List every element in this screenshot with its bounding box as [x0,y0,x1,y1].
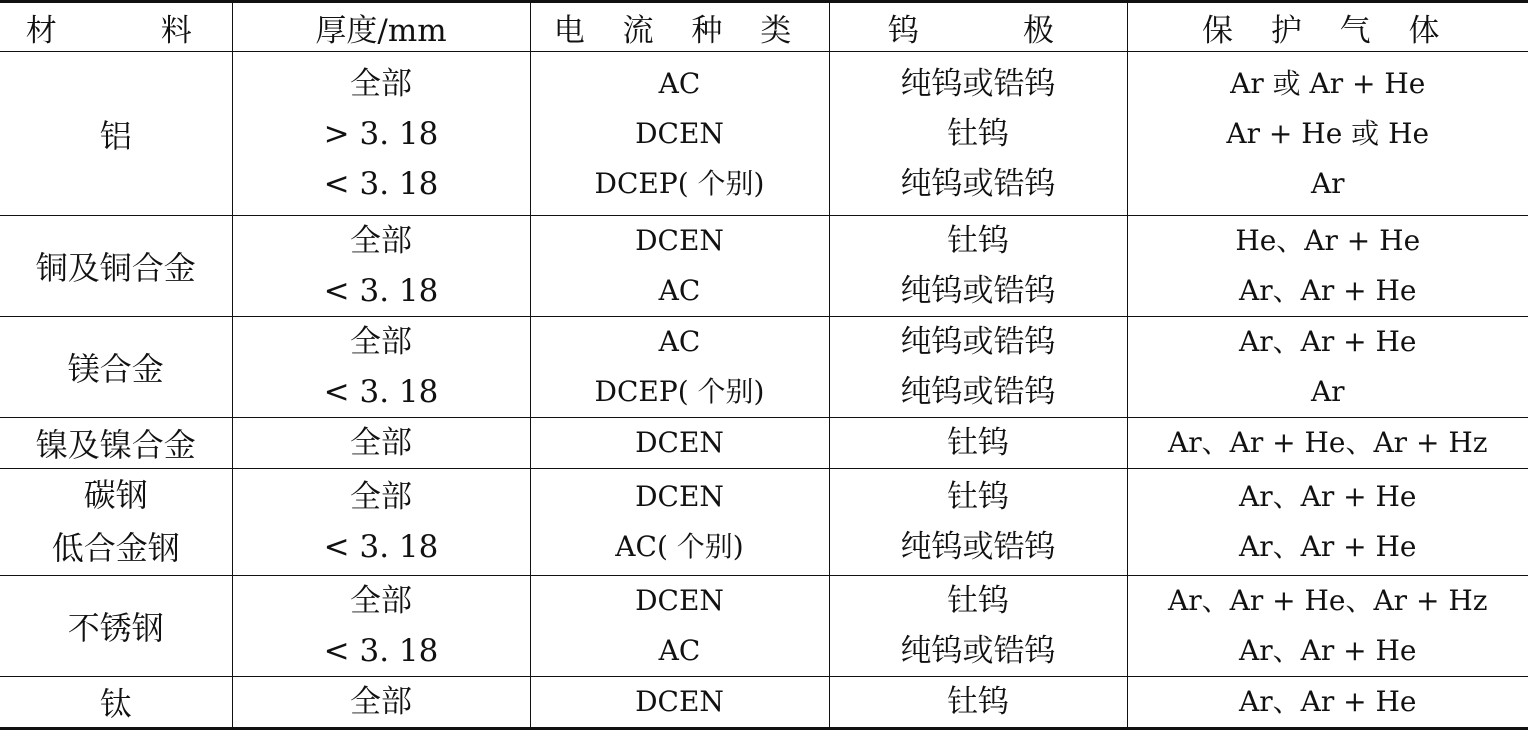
electrode-cell [829,216,1127,317]
gas-cell [1127,52,1528,216]
table-row [0,216,1528,317]
electrode-cell [829,576,1127,677]
current-cell [530,52,829,216]
current-value: DCEN [531,418,829,468]
table-row [0,677,1528,729]
electrode-cell [829,317,1127,418]
gas-value: Ar [1128,367,1528,417]
electrode-value: 钍钨 [830,418,1127,468]
thickness-cell [232,469,530,576]
material-group-magnesium [0,317,1528,418]
material-group-copper [0,216,1528,317]
material-cell: 镁合金 [0,317,232,418]
gas-value: Ar + He 或 He [1128,109,1528,159]
thickness-value: < 3. 18 [233,159,530,209]
gas-cell [1127,418,1528,469]
gas-cell [1127,216,1528,317]
gas-value: Ar、Ar + He [1128,626,1528,676]
thickness-value: 全部 [233,418,530,468]
electrode-value: 钍钨 [830,109,1127,159]
electrode-cell [829,469,1127,576]
material-cell: 钛 [0,677,232,729]
current-cell [530,469,829,576]
table-header [0,2,1528,52]
gas-cell [1127,469,1528,576]
thickness-value: 全部 [233,216,530,266]
current-value: DCEN [531,109,829,159]
thickness-cell [232,576,530,677]
thickness-value: < 3. 18 [233,522,530,572]
thickness-cell [232,677,530,729]
electrode-value: 纯钨或锆钨 [830,522,1127,572]
gas-value: Ar、Ar + He、Ar + Hz [1128,576,1528,626]
gas-value: Ar、Ar + He [1128,266,1528,316]
table-row [0,317,1528,418]
current-value: AC [531,317,829,367]
current-cell [530,418,829,469]
header-material: 材 料 [0,2,232,52]
current-value: DCEN [531,677,829,727]
electrode-cell [829,677,1127,729]
header-current-type: 电 流 种 类 [530,2,829,52]
table-row [0,418,1528,469]
gas-value: Ar、Ar + He [1128,522,1528,572]
material-line: 低合金钢 [0,522,232,575]
material-cell: 不锈钢 [0,576,232,677]
header-row [0,2,1528,52]
electrode-value: 纯钨或锆钨 [830,367,1127,417]
material-cell: 铝 [0,52,232,216]
thickness-value: 全部 [233,472,530,522]
thickness-value: < 3. 18 [233,266,530,316]
current-value: AC( 个别) [531,522,829,572]
current-cell [530,216,829,317]
material-group-carbon-steel [0,469,1528,576]
current-cell [530,576,829,677]
table-row [0,52,1528,216]
thickness-value: 全部 [233,317,530,367]
material-cell [0,469,232,576]
material-group-nickel [0,418,1528,469]
material-group-stainless-steel [0,576,1528,677]
material-group-titanium [0,677,1528,729]
thickness-value: > 3. 18 [233,109,530,159]
current-value: DCEP( 个别) [531,159,829,209]
table-row [0,576,1528,677]
electrode-value: 纯钨或锆钨 [830,626,1127,676]
electrode-value: 纯钨或锆钨 [830,266,1127,316]
current-value: DCEP( 个别) [531,367,829,417]
electrode-value: 钍钨 [830,576,1127,626]
gas-cell [1127,576,1528,677]
electrode-value: 钍钨 [830,472,1127,522]
material-cell: 铜及铜合金 [0,216,232,317]
gas-cell [1127,317,1528,418]
header-electrode: 钨 极 [829,2,1127,52]
table-row [0,469,1528,576]
material-group-aluminum [0,52,1528,216]
gas-value: Ar、Ar + He [1128,677,1528,727]
header-shielding-gas: 保 护 气 体 [1127,2,1528,52]
gas-value: Ar 或 Ar + He [1128,59,1528,109]
electrode-value: 纯钨或锆钨 [830,59,1127,109]
thickness-value: 全部 [233,576,530,626]
electrode-value: 纯钨或锆钨 [830,159,1127,209]
current-value: AC [531,266,829,316]
electrode-value: 钍钨 [830,677,1127,727]
gas-value: He、Ar + He [1128,216,1528,266]
electrode-value: 纯钨或锆钨 [830,317,1127,367]
material-line: 碳钢 [0,469,232,522]
thickness-cell [232,418,530,469]
electrode-cell [829,418,1127,469]
material-cell: 镍及镍合金 [0,418,232,469]
current-cell [530,317,829,418]
thickness-value: < 3. 18 [233,367,530,417]
gas-cell [1127,677,1528,729]
current-cell [530,677,829,729]
current-value: AC [531,626,829,676]
header-thickness: 厚度/mm [232,2,530,52]
current-value: DCEN [531,216,829,266]
current-value: DCEN [531,472,829,522]
electrode-cell [829,52,1127,216]
current-value: DCEN [531,576,829,626]
electrode-value: 钍钨 [830,216,1127,266]
thickness-cell [232,52,530,216]
gas-value: Ar、Ar + He、Ar + Hz [1128,418,1528,468]
gas-value: Ar、Ar + He [1128,472,1528,522]
thickness-cell [232,216,530,317]
gas-value: Ar [1128,159,1528,209]
gas-value: Ar、Ar + He [1128,317,1528,367]
thickness-value: < 3. 18 [233,626,530,676]
current-value: AC [531,59,829,109]
thickness-cell [232,317,530,418]
thickness-value: 全部 [233,677,530,727]
thickness-value: 全部 [233,59,530,109]
